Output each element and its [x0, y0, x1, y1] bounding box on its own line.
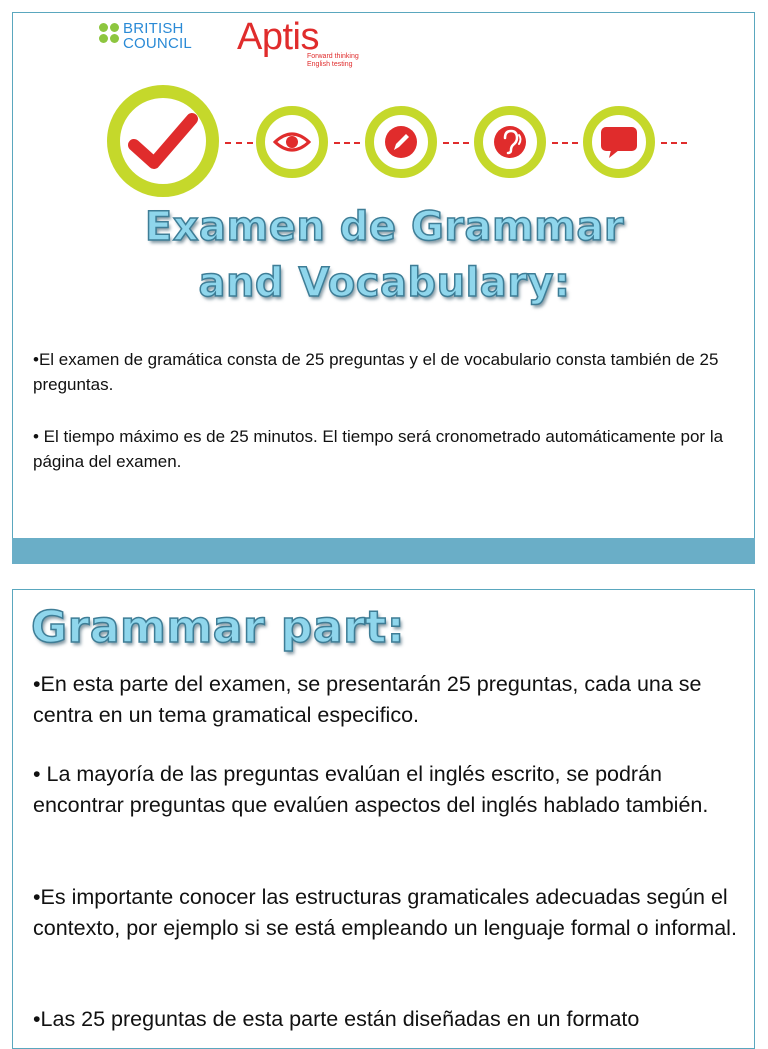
british-council-line-2: COUNCIL: [123, 35, 192, 52]
slide-1: [12, 12, 755, 564]
connector-dash: [334, 142, 360, 144]
ear-icon-ring: [474, 106, 546, 178]
connector-dash: [443, 142, 469, 144]
aptis-tagline-line-1: Forward thinking: [307, 53, 359, 60]
pencil-icon-ring: [365, 106, 437, 178]
paragraph: • La mayoría de las preguntas evalúan el inglés escrito, se podrán encontrar preguntas que evalúen aspectos del inglés hablado también.: [33, 762, 709, 817]
british-council-dots-icon: [99, 23, 119, 43]
paragraph: •En esta parte del examen, se presentarán 25 preguntas, cada una se centra en un tema gramatical especifico.: [33, 672, 702, 727]
paragraph: • El tiempo máximo es de 25 minutos. El tiempo será cronometrado automáticamente por la página del examen.: [33, 427, 724, 471]
paragraph: •El examen de gramática consta de 25 preguntas y el de vocabulario consta también de 25 preguntas.: [33, 350, 719, 394]
slide-1-heading: [13, 199, 756, 311]
heading-line-2: and Vocabulary:: [198, 260, 571, 306]
speech-bubble-icon-ring: [583, 106, 655, 178]
eye-icon: [273, 130, 311, 154]
british-council-logo: [99, 21, 192, 51]
aptis-wordmark: Aptis: [237, 16, 319, 58]
aptis-tagline: [307, 53, 359, 69]
aptis-logo: [237, 17, 359, 69]
british-council-line-1: BRITISH: [123, 20, 184, 37]
check-icon-ring: [107, 85, 219, 197]
connector-dash: [225, 142, 253, 144]
connector-dash: [661, 142, 687, 144]
check-icon: [128, 111, 198, 171]
aptis-tagline-line-2: English testing: [307, 61, 353, 68]
ear-icon: [493, 125, 527, 159]
connector-dash: [552, 142, 578, 144]
slide-footer-bar: [12, 538, 755, 564]
slide-2-heading: Grammar part:: [31, 602, 405, 653]
paragraph: •Es importante conocer las estructuras gramaticales adecuadas según el contexto, por ejemplo si se está empleando un lenguaje formal o informal.: [33, 885, 737, 940]
paragraph: •Las 25 preguntas de esta parte están diseñadas en un formato: [33, 1007, 640, 1031]
speech-bubble-icon: [599, 125, 639, 159]
pencil-icon: [384, 125, 418, 159]
heading-line-1: Examen de Grammar: [144, 204, 625, 250]
slide-2: [12, 589, 755, 1049]
eye-icon-ring: [256, 106, 328, 178]
